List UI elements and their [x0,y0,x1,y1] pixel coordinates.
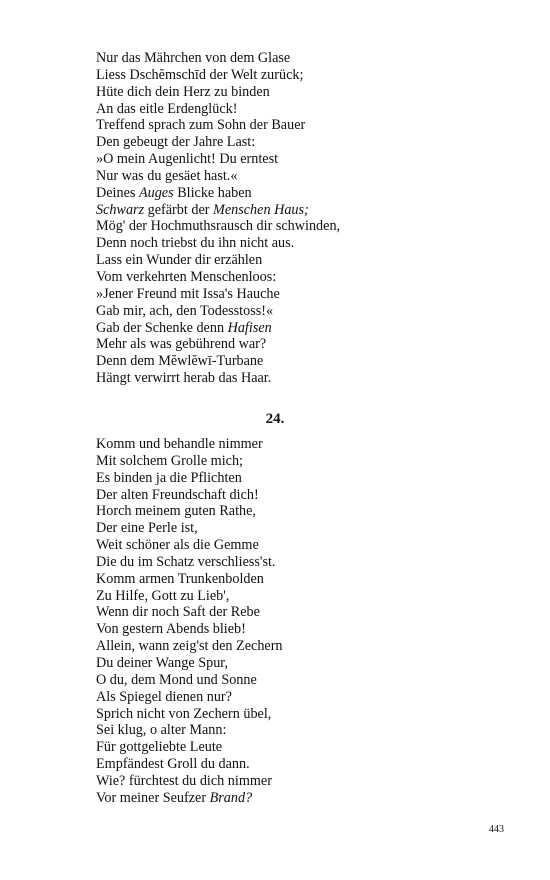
verse-segment: Liess Dschĕmschīd der Welt zurück; [96,66,304,83]
verse-line [96,790,283,807]
verse-line [96,537,283,554]
verse-segment: Weit schöner als die Gemme [96,537,259,554]
verse-line [96,286,340,303]
verse-line [96,773,283,790]
verse-segment: Horch meinem guten Rathe, [96,503,256,520]
verse-line [96,67,340,84]
verse-segment: Komm armen Trunkenbolden [96,570,264,587]
verse-line [96,269,340,286]
verse-line [96,84,340,101]
verse-line [96,235,340,252]
verse-segment: Es binden ja die Pflichten [96,469,242,486]
verse-line [96,672,283,689]
verse-italic-segment: Schwarz [96,201,145,218]
verse-line [96,588,283,605]
verse-segment: Den gebeugt der Jahre Last: [96,134,256,151]
verse-line [96,303,340,320]
verse-italic-segment: Menschen Haus; [213,201,309,218]
verse-segment: Wenn dir noch Saft der Rebe [96,604,260,621]
verse-line [96,151,340,168]
verse-line [96,218,340,235]
verse-line [96,320,340,337]
verse-line [96,621,283,638]
verse-segment: Deines [96,184,139,201]
verse-line [96,503,283,520]
verse-segment: Hängt verwirrt herab das Haar. [96,370,272,387]
verse-segment: Sprich nicht von Zechern übel, [96,705,272,722]
verse-segment: Vom verkehrten Menschenloos: [96,268,277,285]
verse-segment: An das eitle Erdenglück! [96,100,238,117]
verse-line [96,370,340,387]
verse-segment: gefärbt der [144,201,214,218]
verse-segment: Komm und behandle nimmer [96,436,263,452]
verse-italic-segment: Brand? [209,789,253,806]
verse-italic-segment: Hafisen [227,319,272,336]
verse-segment: Mit solchem Grolle mich; [96,452,243,469]
verse-line [96,571,283,588]
poem-stanza-top [96,50,340,387]
verse-segment: Zu Hilfe, Gott zu Lieb', [96,587,230,604]
verse-segment: Für gottgeliebte Leute [96,739,223,756]
verse-segment: Vor meiner Seufzer [96,789,210,806]
verse-line [96,554,283,571]
verse-line [96,706,283,723]
verse-segment: Der alten Freundschaft dich! [96,486,259,503]
verse-line [96,520,283,537]
verse-segment: Nur was du gesäet hast.« [96,167,238,184]
verse-segment: Treffend sprach zum Sohn der Bauer [96,117,306,134]
verse-segment: Blicke haben [173,184,252,201]
verse-segment: Mehr als was gebührend war? [96,336,267,353]
verse-line [96,436,283,453]
verse-segment: Die du im Schatz verschliess'st. [96,553,276,570]
verse-line [96,353,340,370]
verse-line [96,470,283,487]
verse-italic-segment: Auges [138,184,174,201]
verse-segment: Als Spiegel dienen nur? [96,688,232,705]
verse-line [96,336,340,353]
verse-line [96,453,283,470]
verse-segment: Du deiner Wange Spur, [96,654,228,671]
verse-line [96,655,283,672]
verse-segment: »Jener Freund mit Issa's Hauche [96,285,280,302]
verse-segment: Denn dem Mĕwlĕwī-Turbane [96,353,264,370]
verse-line [96,604,283,621]
verse-line [96,185,340,202]
verse-line [96,689,283,706]
page-number: 443 [489,824,504,835]
verse-segment: Der eine Perle ist, [96,520,198,537]
verse-segment: Von gestern Abends blieb! [96,621,246,638]
verse-segment: O du, dem Mond und Sonne [96,671,257,688]
verse-segment: Sei klug, o alter Mann: [96,722,227,739]
verse-line [96,134,340,151]
verse-segment: Lass ein Wunder dir erzählen [96,252,263,269]
verse-segment: »O mein Augenlicht! Du erntest [96,151,279,168]
verse-line [96,117,340,134]
verse-segment: Nur das Mährchen von dem Glase [96,50,291,66]
verse-segment: Empfändest Groll du dann. [96,756,250,773]
verse-segment: Denn noch triebst du ihn nicht aus. [96,235,295,252]
poem-stanza-bottom [96,436,283,807]
verse-segment: Allein, wann zeig'st den Zechern [96,638,283,655]
verse-line [96,168,340,185]
verse-line [96,638,283,655]
section-number-heading: 24. [265,411,285,427]
verse-line [96,722,283,739]
verse-line [96,50,340,67]
verse-line [96,252,340,269]
verse-segment: Hüte dich dein Herz zu binden [96,83,270,100]
verse-segment: Mög' der Hochmuthsrausch dir schwinden, [96,218,341,235]
verse-line [96,739,283,756]
verse-line [96,487,283,504]
verse-line [96,101,340,118]
verse-segment: Wie? fürchtest du dich nimmer [96,772,272,789]
verse-segment: Gab der Schenke denn [96,319,228,336]
verse-line [96,756,283,773]
verse-segment: Gab mir, ach, den Todesstoss!« [96,302,274,319]
verse-line [96,202,340,219]
